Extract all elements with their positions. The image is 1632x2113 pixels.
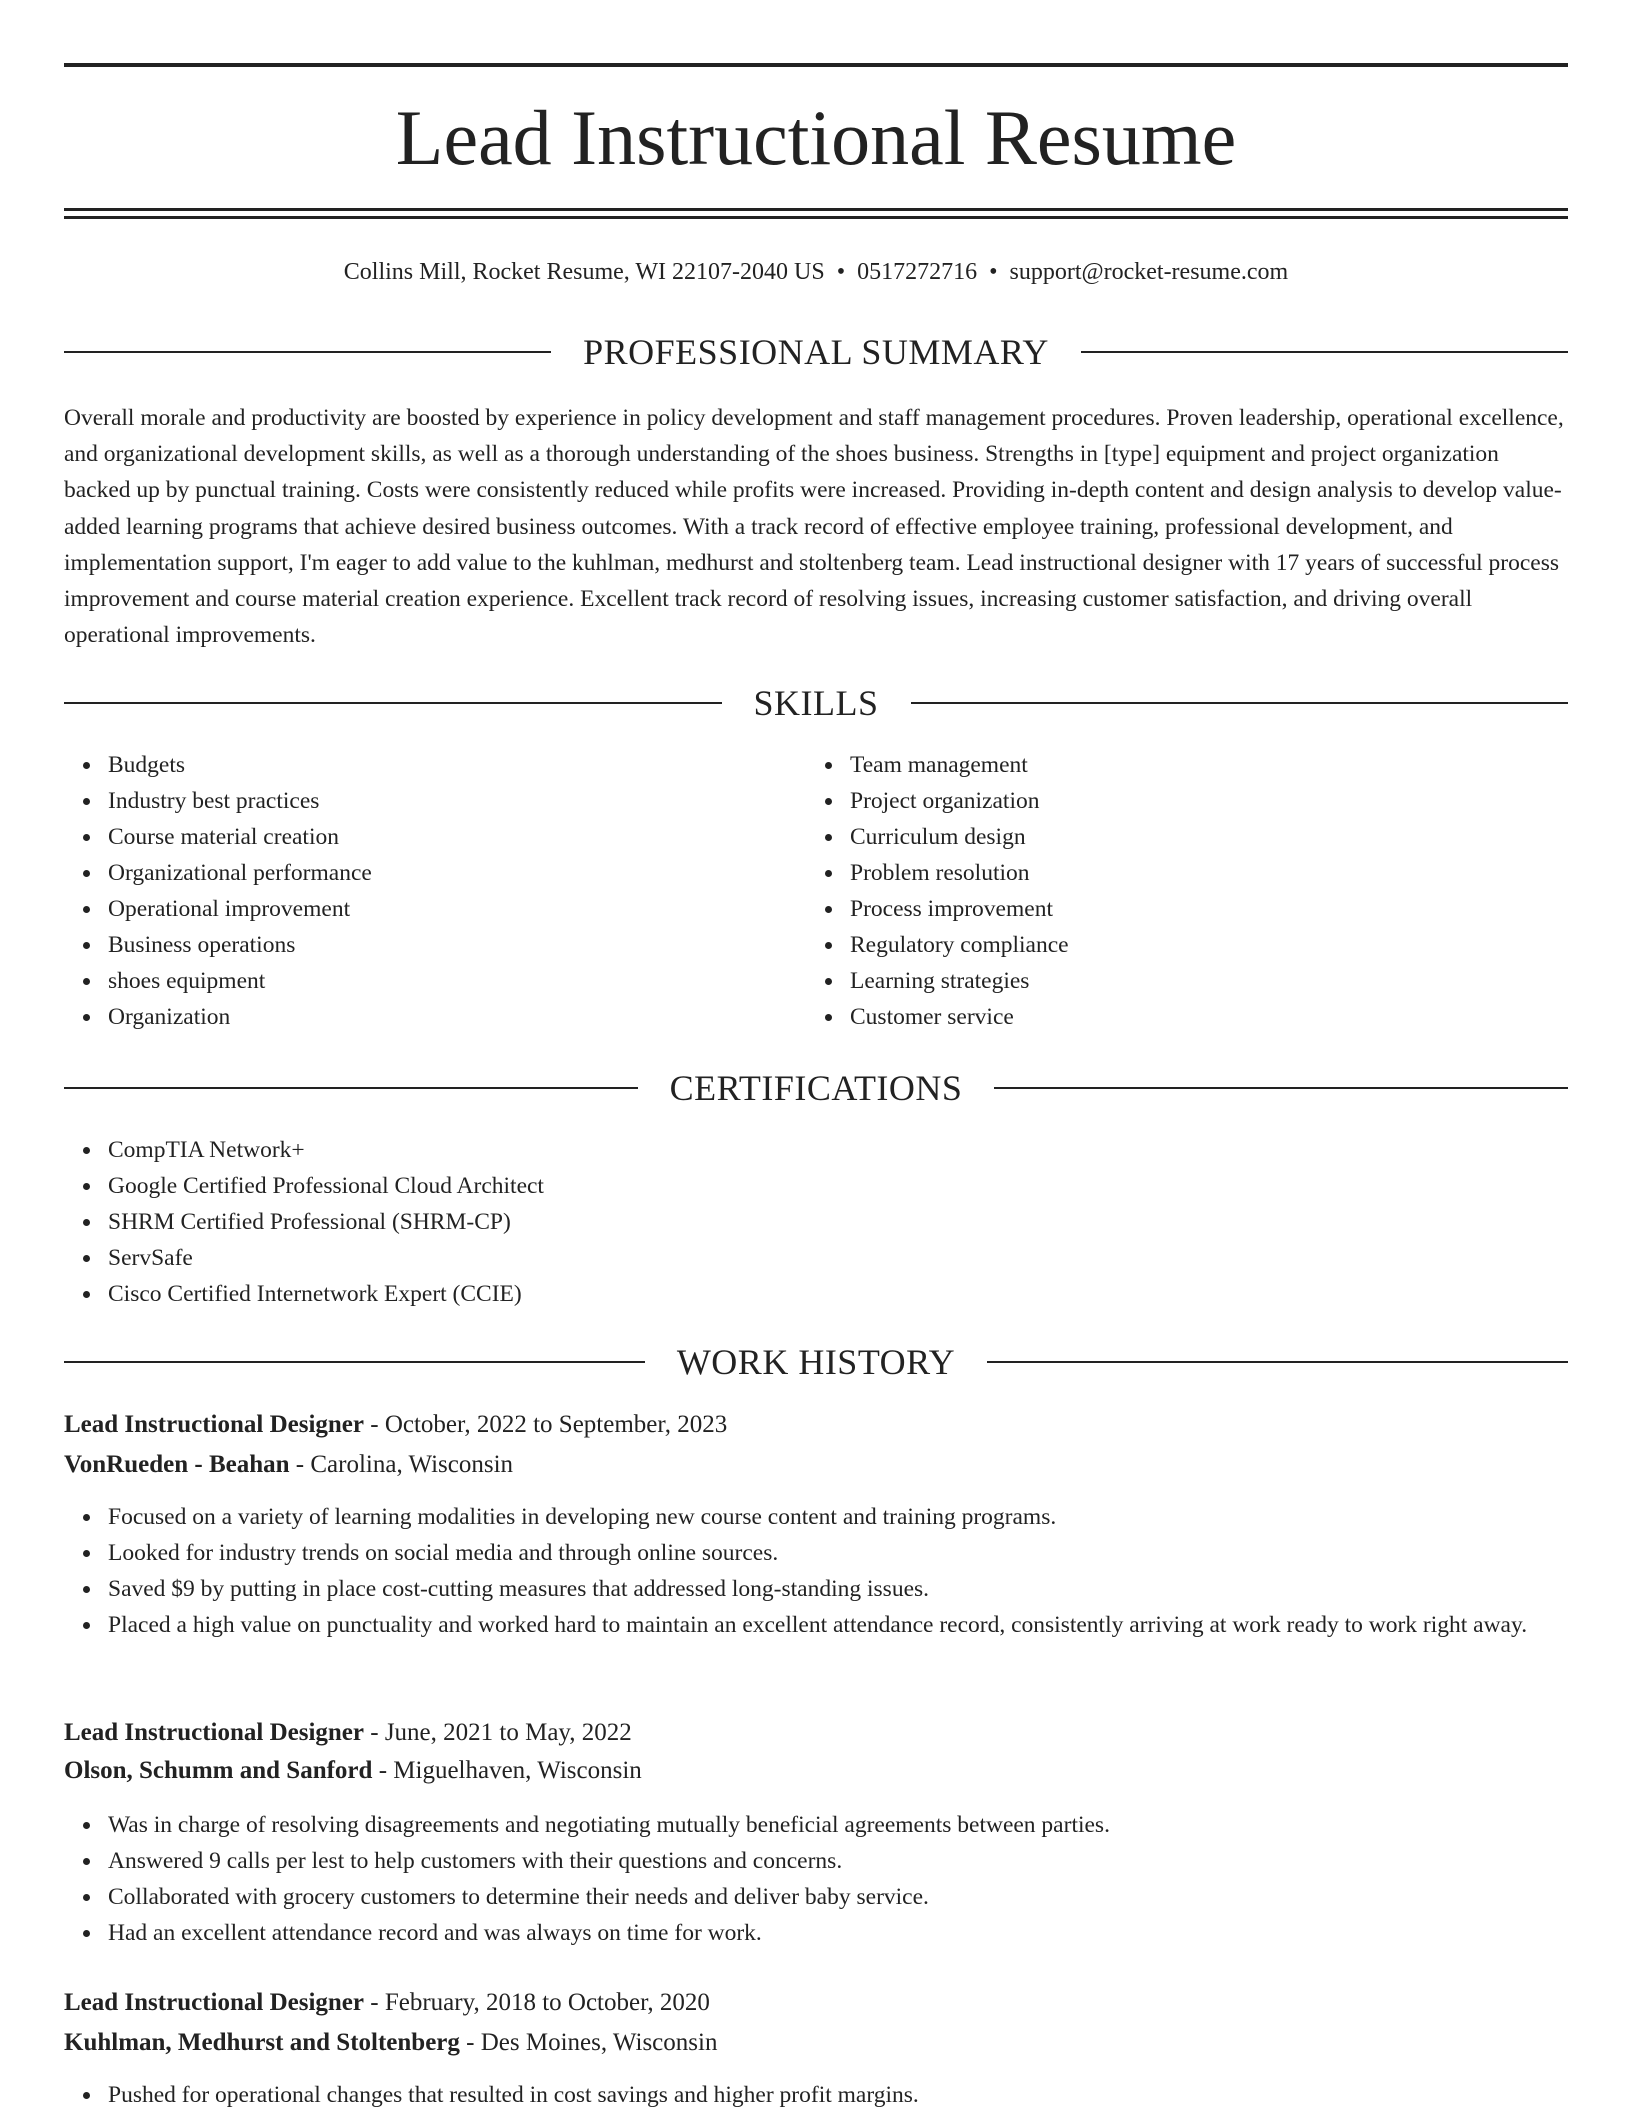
contact-separator: • <box>836 259 846 285</box>
job-dash: - <box>289 1451 311 1478</box>
job-company-line <box>64 1753 1568 1789</box>
skill-item: Organization <box>108 999 808 1035</box>
job-location: Carolina, Wisconsin <box>310 1451 514 1478</box>
job-company: VonRueden - Beahan <box>64 1451 290 1478</box>
summary-heading <box>64 330 1568 374</box>
job-title: Lead Instructional Designer <box>64 1411 364 1438</box>
certification-item: CompTIA Network+ <box>108 1132 1568 1168</box>
certifications-list <box>64 1132 1568 1312</box>
heading-rule <box>987 1361 1568 1363</box>
contact-line <box>64 255 1568 289</box>
header-top-rule <box>64 63 1568 67</box>
job-bullet: Had an excellent attendance record and was always on time for work. <box>108 1915 1568 1951</box>
job-dates: June, 2021 to May, 2022 <box>384 1719 632 1746</box>
certification-item: Cisco Certified Internetwork Expert (CCIE) <box>108 1276 1568 1312</box>
job-location: Des Moines, Wisconsin <box>480 2029 718 2056</box>
job-company-line <box>64 1447 1568 1483</box>
job-company: Kuhlman, Medhurst and Stoltenberg <box>64 2029 460 2056</box>
header-double-rule-lower <box>64 216 1568 219</box>
heading-rule <box>64 1361 645 1363</box>
skill-item: Process improvement <box>850 891 1550 927</box>
skill-item: Business operations <box>108 927 808 963</box>
skill-item: Learning strategies <box>850 963 1550 999</box>
certification-item: ServSafe <box>108 1240 1568 1276</box>
job-bullet: Looked for industry trends on social media and through online sources. <box>108 1535 1568 1571</box>
job-bullet: Collaborated with grocery customers to determine their needs and deliver baby service. <box>108 1879 1568 1915</box>
skill-item: Operational improvement <box>108 891 808 927</box>
skills-list-left <box>64 747 808 1035</box>
summary-text: Overall morale and productivity are boosted by experience in policy development and staff management procedures. Proven leadership, operational excellence, and organizational development skills, as well as a thorough understanding of the shoes business. Strengths in [type] equipment and project organization backed up by punctual training. Costs were consistently reduced while profits were increased. Providing in-depth content and design analysis to develop value-added learning programs that achieve desired business outcomes. With a track record of effective employee training, professional development, and implementation support, I'm eager to add value to the kuhlman, medhurst and stoltenberg team. Lead instructional designer with 17 years of successful process improvement and course material creation experience. Excellent track record of resolving issues, increasing customer satisfaction, and driving overall operational improvements. <box>64 405 1564 649</box>
heading-rule <box>911 702 1569 704</box>
heading-rule <box>1081 351 1568 353</box>
skill-item: Curriculum design <box>850 819 1550 855</box>
job-title-line <box>64 1407 1568 1443</box>
skill-item: Budgets <box>108 747 808 783</box>
job-bullet: Saved $9 by putting in place cost-cutting measures that addressed long-standing issues. <box>108 1571 1568 1607</box>
contact-email[interactable]: support@rocket-resume.com <box>1009 259 1289 285</box>
skill-item: Project organization <box>850 783 1550 819</box>
job-location: Miguelhaven, Wisconsin <box>393 1757 642 1784</box>
job-dates: February, 2018 to October, 2020 <box>384 1989 710 2016</box>
job-title-line <box>64 1715 1568 1751</box>
resume-title: Lead Instructional Resume <box>395 94 1237 181</box>
job-dash: - <box>459 2029 481 2056</box>
contact-phone: 0517272716 <box>857 259 978 285</box>
job-dash: - <box>372 1757 394 1784</box>
job-dash: - <box>364 1989 385 2016</box>
job-dash: - <box>364 1411 385 1438</box>
job-title: Lead Instructional Designer <box>64 1719 364 1746</box>
job-bullet: Answered 9 calls per lest to help customers with their questions and concerns. <box>108 1843 1568 1879</box>
heading-rule <box>64 351 551 353</box>
header-double-rule-upper <box>64 208 1568 211</box>
job-bullet: Focused on a variety of learning modalities in developing new course content and training programs. <box>108 1499 1568 1535</box>
section-title: WORK HISTORY <box>676 1342 956 1382</box>
job-company-line <box>64 2025 1568 2061</box>
contact-separator: • <box>989 259 998 285</box>
job-bullets <box>64 1499 1568 1643</box>
heading-rule <box>994 1087 1568 1089</box>
job-title: Lead Instructional Designer <box>64 1989 364 2016</box>
job-title-line <box>64 1985 1568 2021</box>
skill-item: Problem resolution <box>850 855 1550 891</box>
work-history-heading <box>64 1340 1568 1384</box>
heading-rule <box>64 702 722 704</box>
heading-rule <box>64 1087 638 1089</box>
job-dates: October, 2022 to September, 2023 <box>384 1411 728 1438</box>
skill-item: Industry best practices <box>108 783 808 819</box>
job-dash: - <box>364 1719 385 1746</box>
job-company: Olson, Schumm and Sanford <box>64 1757 373 1784</box>
skills-list-right <box>806 747 1550 1035</box>
job-bullets <box>64 2077 1568 2113</box>
skill-item: Course material creation <box>108 819 808 855</box>
contact-address: Collins Mill, Rocket Resume, WI 22107-2040 US <box>343 259 825 285</box>
skill-item: Customer service <box>850 999 1550 1035</box>
skills-heading <box>64 681 1568 725</box>
skill-item: shoes equipment <box>108 963 808 999</box>
job-bullet: Was in charge of resolving disagreements and negotiating mutually beneficial agreements between parties. <box>108 1807 1568 1843</box>
skill-item: Regulatory compliance <box>850 927 1550 963</box>
certifications-heading <box>64 1066 1568 1110</box>
section-title: CERTIFICATIONS <box>669 1068 963 1108</box>
skill-item: Team management <box>850 747 1550 783</box>
certification-item: Google Certified Professional Cloud Architect <box>108 1168 1568 1204</box>
job-bullet: Pushed for operational changes that resulted in cost savings and higher profit margins. <box>108 2077 1568 2113</box>
certification-item: SHRM Certified Professional (SHRM-CP) <box>108 1204 1568 1240</box>
skill-item: Organizational performance <box>108 855 808 891</box>
job-bullet: Placed a high value on punctuality and worked hard to maintain an excellent attendance record, consistently arriving at work ready to work right away. <box>108 1607 1568 1643</box>
section-title: PROFESSIONAL SUMMARY <box>583 332 1049 372</box>
section-title: SKILLS <box>753 683 879 723</box>
job-bullets <box>64 1807 1568 1951</box>
